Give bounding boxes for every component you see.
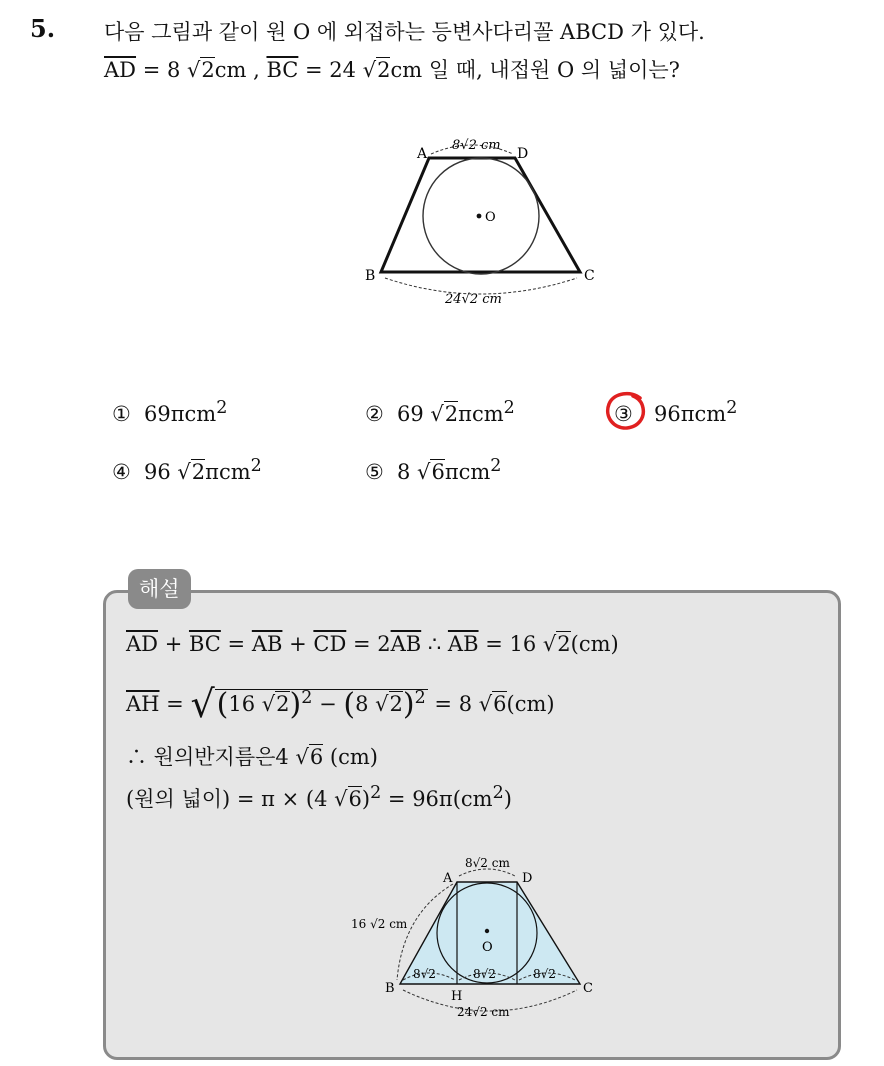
sqrt-2: √2 [187,58,215,82]
eq-bc: = 24 [298,58,363,82]
label-d: D [517,146,529,162]
label-c: C [583,981,593,996]
solution-line-1: $\overline{AD} + \overline{BC} = \overline{AB} + \overline{CD} = 2\overline{AB}$ ∴ $\overline{AB} = 16$ √2(cm) [126,632,619,656]
solution-line-3: ∴ 원의반지름은4 √6 (cm) [126,745,378,769]
sqrt-2: √2 [362,58,391,82]
choice-5-marker: ⑤ [365,460,384,484]
label-a: A [417,146,428,162]
question-text-line1: 다음 그림과 같이 원 O 에 외접하는 등변사다리꼴 ABCD 가 있다. [104,20,705,44]
solution-figure [345,852,615,1032]
eq-ad: = 8 [136,58,187,82]
segment-ad: $\overline{AD}$ [104,58,137,82]
question-text-line2 [104,54,680,84]
choice-1-marker: ① [112,402,131,426]
label-h: H [451,989,463,1004]
solution-line-4: (원의 넓이) = π × (4 $√6)^2 = 96\pi(cm^2)$ [126,783,512,811]
top-length-label: 8√2 cm [465,856,510,870]
label-o: O [482,940,493,955]
side-length-label: 16 √2 cm [351,917,408,931]
question-number: 5. [30,14,56,43]
trapezoid-figure [355,120,605,310]
answer-mark-icon [604,390,648,432]
choice-4-marker: ④ [112,460,131,484]
solution-line-2: $\overline{AH} = √(16$ √2)$^2$ − (8 √2)$^2$ = 8 √6(cm) [126,682,555,726]
choice-3[interactable]: ③ 96πcm$^2$ [614,398,738,426]
question-tail: cm 일 때, 내접원 O 의 넓이는? [390,58,680,82]
solution-tag: 해설 [128,569,191,609]
cm-sep: cm , [214,58,267,82]
segment-label-left: 8√2 [413,967,436,981]
choice-5[interactable]: ⑤ 8 √6πcm$^2$ [365,456,502,484]
choice-2-marker: ② [365,402,384,426]
segment-label-middle: 8√2 [473,967,496,981]
choice-1[interactable]: ① 69πcm$^2$ [112,398,228,426]
choice-4[interactable]: ④ 96 √2πcm$^2$ [112,456,262,484]
center-dot [477,214,482,219]
label-b: B [385,981,395,996]
label-a: A [443,871,453,886]
segment-label-right: 8√2 [533,967,556,981]
segment-bc: $\overline{BC}$ [266,58,299,82]
label-d: D [522,871,533,886]
bottom-length-label: 24√2 cm [457,1005,510,1019]
label-b: B [365,268,376,284]
choice-2[interactable]: ② 69 √2πcm$^2$ [365,398,515,426]
choice-3-marker: ③ [614,402,633,426]
bottom-length-label: 24√2 cm [445,292,502,307]
label-o: O [485,210,496,225]
label-c: C [584,268,595,284]
top-length-label: 8√2 cm [452,138,501,153]
